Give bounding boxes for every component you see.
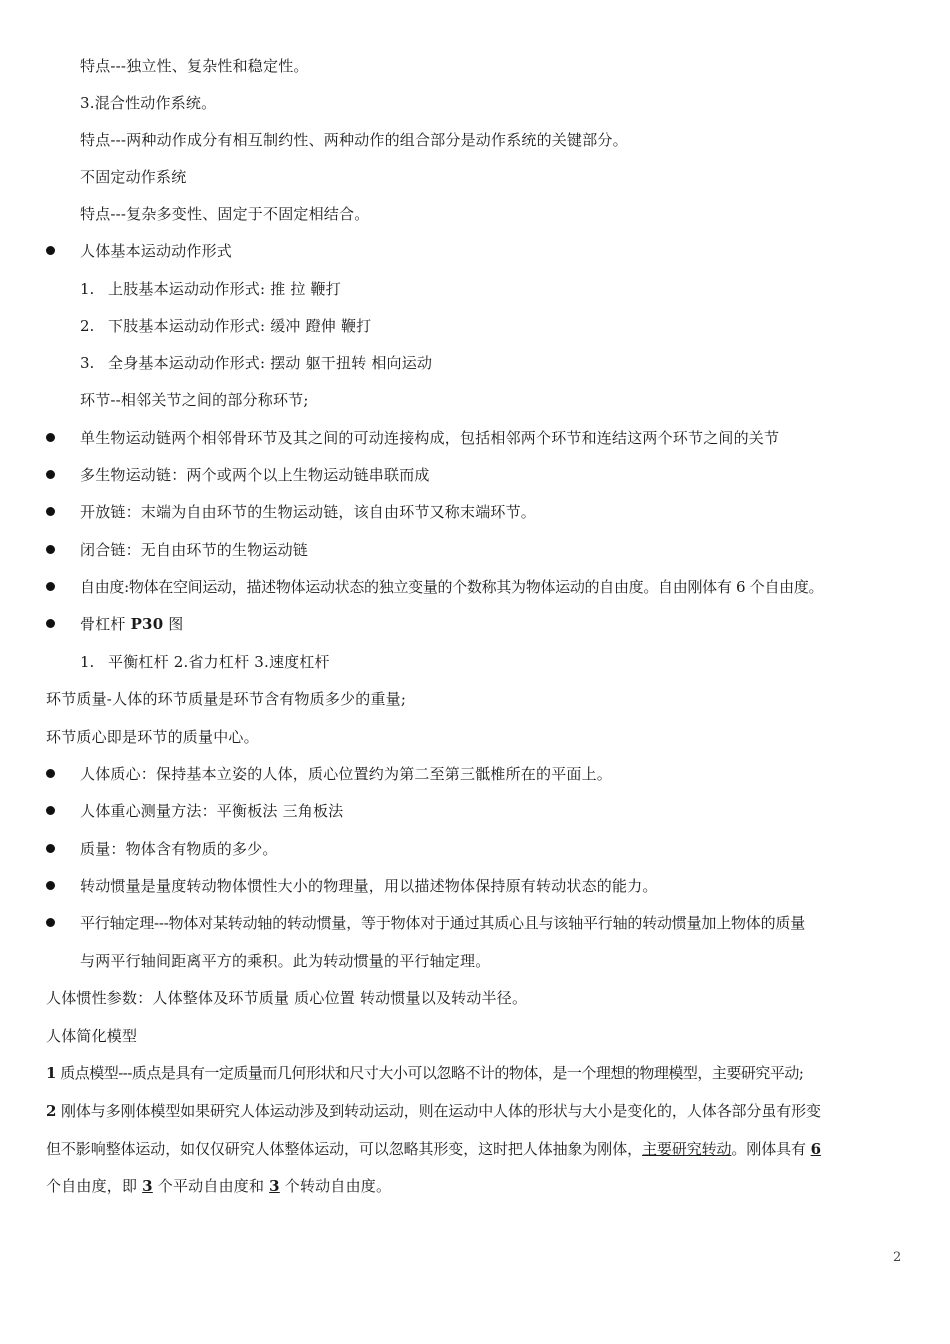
bullet-item: 转动惯量是量度转动物体惯性大小的物理量，用以描述物体保持原有转动状态的能力。 <box>80 877 658 895</box>
text-span: 个平动自由度和 <box>152 1177 270 1195</box>
bullet-icon <box>46 470 55 479</box>
text-span: 图 <box>163 615 184 633</box>
text-line: 环节质量-人体的环节质量是环节含有物质多少的重量; <box>46 690 407 708</box>
model-item <box>46 1101 821 1121</box>
bullet-icon <box>46 844 55 853</box>
model-number: 2 <box>46 1102 57 1120</box>
list-item: 上肢基本运动动作形式: 推 拉 鞭打 <box>108 280 341 298</box>
list-number: 3. <box>80 354 95 372</box>
bullet-icon <box>46 433 55 442</box>
bullet-icon <box>46 619 55 628</box>
bullet-item: 人体质心：保持基本立姿的人体，质心位置约为第二至第三骶椎所在的平面上。 <box>80 765 613 783</box>
page-ref: P30 <box>130 615 164 633</box>
bullet-item: 质量：物体含有物质的多少。 <box>80 840 278 858</box>
text-span: 。刚体具有 <box>731 1140 811 1158</box>
text-line: 人体简化模型 <box>46 1027 138 1045</box>
model-item-continuation <box>46 1139 821 1159</box>
bullet-icon <box>46 507 55 516</box>
bullet-icon <box>46 769 55 778</box>
list-number: 2. <box>80 317 95 335</box>
text-line: 不固定动作系统 <box>80 168 187 186</box>
bullet-item-continuation: 与两平行轴间距离平方的乘积。此为转动惯量的平行轴定理。 <box>80 952 491 970</box>
text-line: 特点---复杂多变性、固定于不固定相结合。 <box>80 205 370 223</box>
list-item: 平衡杠杆 2.省力杠杆 3.速度杠杆 <box>108 653 330 671</box>
bullet-item: 单生物运动链两个相邻骨环节及其之间的可动连接构成，包括相邻两个环节和连结这两个环节之间的关节 <box>80 429 780 447</box>
text-line: 环节--相邻关节之间的部分称环节; <box>80 391 309 409</box>
text-span: 个自由度，即 <box>46 1177 143 1195</box>
bullet-item: 人体基本运动动作形式 <box>80 242 233 260</box>
model-item <box>46 1063 803 1083</box>
model-item-continuation <box>46 1176 391 1196</box>
underlined-number: 6 <box>810 1140 821 1158</box>
page-number: 2 <box>893 1250 902 1265</box>
bullet-icon <box>46 246 55 255</box>
text-line: 特点---两种动作成分有相互制约性、两种动作的组合部分是动作系统的关键部分。 <box>80 131 628 149</box>
bullet-icon <box>46 545 55 554</box>
text-line: 特点---独立性、复杂性和稳定性。 <box>80 57 309 75</box>
model-number: 1 <box>46 1064 56 1082</box>
bullet-item <box>80 614 184 634</box>
bullet-item: 闭合链：无自由环节的生物运动链 <box>80 541 309 559</box>
bullet-item: 开放链：末端为自由环节的生物运动链，该自由环节又称末端环节。 <box>80 503 537 521</box>
bullet-item: 自由度:物体在空间运动，描述物体运动状态的独立变量的个数称其为物体运动的自由度。自由刚体有 6 个自由度。 <box>80 578 824 596</box>
text-span: 但不影响整体运动，如仅仅研究人体整体运动，可以忽略其形变，这时把人体抽象为刚体， <box>46 1140 643 1158</box>
list-item: 下肢基本运动动作形式: 缓冲 蹬伸 鞭打 <box>108 317 372 335</box>
bullet-icon <box>46 806 55 815</box>
text-line: 环节质心即是环节的质量中心。 <box>46 728 259 746</box>
list-number: 1. <box>80 653 95 671</box>
text-line: 人体惯性参数：人体整体及环节质量 质心位置 转动惯量以及转动半径。 <box>46 989 528 1007</box>
bullet-icon <box>46 881 55 890</box>
underlined-number: 3 <box>142 1177 153 1195</box>
underlined-text: 主要研究转动 <box>642 1140 732 1158</box>
list-item: 全身基本运动动作形式: 摆动 躯干扭转 相向运动 <box>108 354 433 372</box>
bullet-item: 多生物运动链：两个或两个以上生物运动链串联而成 <box>80 466 430 484</box>
text-span: 个转动自由度。 <box>279 1177 392 1195</box>
underlined-number: 3 <box>269 1177 280 1195</box>
bullet-icon <box>46 582 55 591</box>
bullet-icon <box>46 918 55 927</box>
text-line: 3.混合性动作系统。 <box>80 94 217 112</box>
text-span: 刚体与多刚体模型如果研究人体运动涉及到转动运动，则在运动中人体的形状与大小是变化的，人体各部分虽有形变 <box>56 1102 821 1120</box>
bullet-item: 平行轴定理---物体对某转动轴的转动惯量，等于物体对于通过其质心且与该轴平行轴的转动惯量加上物体的质量 <box>80 914 806 932</box>
list-number: 1. <box>80 280 95 298</box>
bullet-item: 人体重心测量方法：平衡板法 三角板法 <box>80 802 344 820</box>
text-span: 质点模型---质点是具有一定质量而几何形状和尺寸大小可以忽略不计的物体，是一个理想的物理模型，主要研究平动; <box>55 1064 804 1082</box>
text-span: 骨杠杆 <box>80 615 131 633</box>
